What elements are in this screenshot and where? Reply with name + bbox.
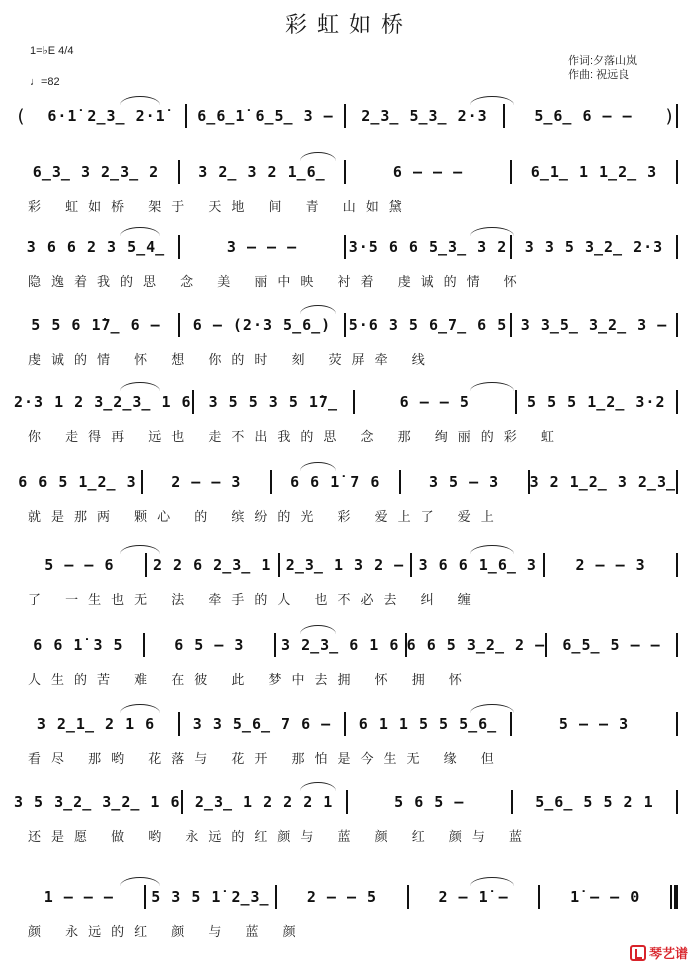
barline	[676, 313, 678, 337]
measure: 6 5 – 3	[174, 636, 245, 654]
measure: 3 2 1̲2̲ 3 2̲3̲	[529, 473, 677, 491]
measure: 3 5 – 3	[429, 473, 500, 491]
credits	[568, 54, 637, 82]
measure: 5 5 5 1̲2̲ 3·2	[527, 393, 666, 411]
slur-arc	[470, 545, 514, 554]
barline	[676, 104, 678, 128]
measure: 2 – 1̇ –	[438, 888, 509, 906]
key-signature: 1=♭E	[30, 45, 56, 57]
slur-arc	[470, 704, 514, 713]
lyric-line: 虔诚的情 怀 想 你的时 刻 荧屏牵 线	[28, 353, 435, 368]
slur-arc	[120, 96, 160, 105]
notation-line	[14, 633, 678, 657]
measure: 6 – – 5	[399, 393, 470, 411]
notation-line	[14, 235, 678, 259]
lyric-line: 看尽 那哟 花落与 花开 那怕是今生无 缘 但	[28, 752, 504, 767]
notation-line	[14, 470, 678, 494]
measure: 1̇ – – 0	[570, 888, 641, 906]
lyric-line: 隐逸着我的思 念 美 丽中映 衬着 虔诚的情 怀	[28, 275, 527, 290]
lyric-line: 人生的苦 难 在彼 此 梦中去拥 怀 拥 怀	[28, 673, 472, 688]
measure: 5 – – 6	[44, 556, 115, 574]
measure: 3 5 5 3 5 1̇7̲	[208, 393, 338, 411]
measure: 3·5 6 6 5̲3̲ 3 2	[348, 238, 508, 256]
measure: 2 – – 3	[575, 556, 646, 574]
measure: 6 – (2·3 5̲6̲)	[192, 316, 332, 334]
measure: 6̲5̲ 5 – –	[562, 636, 661, 654]
notation-line	[14, 712, 678, 736]
measure: 3 – – –	[226, 238, 298, 256]
notation-line	[14, 390, 678, 414]
measure: 2̲3̲ 1 3 2 –	[285, 556, 405, 574]
measure: 6 6 5 1̲2̲ 3	[18, 473, 137, 491]
barline	[676, 633, 678, 657]
measure: 6̲6̲1̇ 6̲5̲ 3 –	[197, 107, 334, 125]
measure: 3 3̲5̲ 3̲2̲ 3 –	[520, 316, 668, 334]
lyric-line: 还是愿 做 哟 永远的红颜与 蓝 颜 红 颜与 蓝	[28, 830, 533, 845]
measure: 6 – – –	[392, 163, 464, 181]
notation-line	[14, 104, 678, 128]
song-title: 彩虹如桥	[284, 13, 413, 38]
measure: 6̲3̲ 3 2̲3̲ 2	[32, 163, 160, 181]
measure: 3 2̲3̲ 6 1 6	[281, 636, 400, 654]
lyricist: 作词:夕落山岚	[568, 55, 638, 67]
measure: 2̲3̲ 5̲3̲ 2·3	[361, 107, 488, 125]
measure: 3 5 3̲2̲ 3̲2̲ 1 6	[14, 793, 181, 811]
lyric-line: 颜 永远的红 颜 与 蓝 颜	[28, 925, 306, 940]
measure: 6 6 5 3̲2̲ 2 –	[406, 636, 546, 654]
slur-arc	[120, 227, 160, 236]
measure: 3 2̲1̲ 2 1 6	[36, 715, 156, 733]
barline	[676, 712, 678, 736]
lyric-line: 彩 虹如桥 架于 天地 间 青 山如黛	[28, 200, 412, 215]
barline	[676, 390, 678, 414]
measure: 2 2 6 2̲3̲ 1	[153, 556, 272, 574]
measure: 6 6 1̇ 7 6	[290, 473, 381, 491]
notation-line	[14, 313, 678, 337]
close-paren: )	[665, 105, 673, 127]
lyric-line: 就是那两 颗心 的 缤纷的光 彩 爱上了 爱上	[28, 510, 504, 525]
measure: 3 3 5̲6̲ 7 6 –	[192, 715, 332, 733]
notation-line	[14, 885, 678, 909]
time-signature: 4/4	[58, 45, 74, 57]
measure: 6 6 1̇ 3 5	[33, 636, 124, 654]
measure: 2 – – 5	[306, 888, 378, 906]
measure: 3 3 5 3̲2̲ 2·3	[524, 238, 664, 256]
slur-arc	[300, 152, 336, 161]
barline	[676, 470, 678, 494]
barline	[676, 790, 678, 814]
slur-arc	[120, 545, 160, 554]
slur-arc	[120, 704, 160, 713]
measure: 6̲1̲ 1 1̲2̲ 3	[530, 163, 658, 181]
lyric-line: 了 一生也无 法 牵手的人 也不必去 纠 缠	[28, 593, 481, 608]
composer: 作曲: 祝远良	[568, 69, 630, 81]
measure: 2̲3̲ 1 2 2 2 1	[194, 793, 334, 811]
slur-arc	[300, 782, 336, 791]
open-paren: (	[17, 105, 25, 127]
slur-arc	[300, 305, 336, 314]
final-barline	[670, 885, 678, 909]
measure: 5 – – 3	[558, 715, 630, 733]
tempo-marking: ♩=82	[30, 76, 60, 88]
measure: 5 3 5 1̇ 2̲3̲	[151, 888, 270, 906]
slur-arc	[120, 382, 160, 391]
notation-line	[14, 160, 678, 184]
measure: 1 – – –	[43, 888, 114, 906]
measure: 6 1 1 5 5 5̲6̲	[358, 715, 498, 733]
measure: 5 6 5 –	[394, 793, 465, 811]
measure: 5̲6̲ 6 – –	[534, 107, 633, 125]
slur-arc	[470, 227, 514, 236]
watermark-logo	[630, 943, 688, 962]
measure: 6·1̇ 2̲3̲ 2·1̇	[47, 107, 166, 125]
barline	[676, 160, 678, 184]
slur-arc	[300, 625, 336, 634]
measure: 3 2̲ 3 2 1̲6̲	[198, 163, 326, 181]
watermark-brand: 琴艺谱	[648, 947, 688, 962]
barline	[676, 553, 678, 577]
measure: 5̲6̲ 5 5 2 1	[535, 793, 654, 811]
slur-arc	[470, 96, 514, 105]
key-time-signature	[30, 44, 73, 57]
slur-arc	[120, 877, 160, 886]
measure: 5 5 6 1̇7̲ 6 –	[31, 316, 161, 334]
lyric-line: 你 走得再 远也 走不出我的思 念 那 绚丽的彩 虹	[28, 430, 564, 445]
measure: 3 6 6 2 3 5̲4̲	[26, 238, 166, 256]
measure: 3 6 6 1̲6̲ 3	[418, 556, 537, 574]
slur-arc	[470, 382, 514, 391]
measure: 5·6 3 5 6̲7̲ 6 5	[348, 316, 508, 334]
slur-arc	[300, 462, 336, 471]
measure: 2 – – 3	[171, 473, 242, 491]
notation-line	[14, 553, 678, 577]
slur-arc	[470, 877, 514, 886]
barline	[676, 235, 678, 259]
notation-line	[14, 790, 678, 814]
qinyipu-logo-icon	[630, 945, 646, 961]
measure: 2·3 1 2 3̲2̲3̲ 1 6	[14, 393, 192, 411]
